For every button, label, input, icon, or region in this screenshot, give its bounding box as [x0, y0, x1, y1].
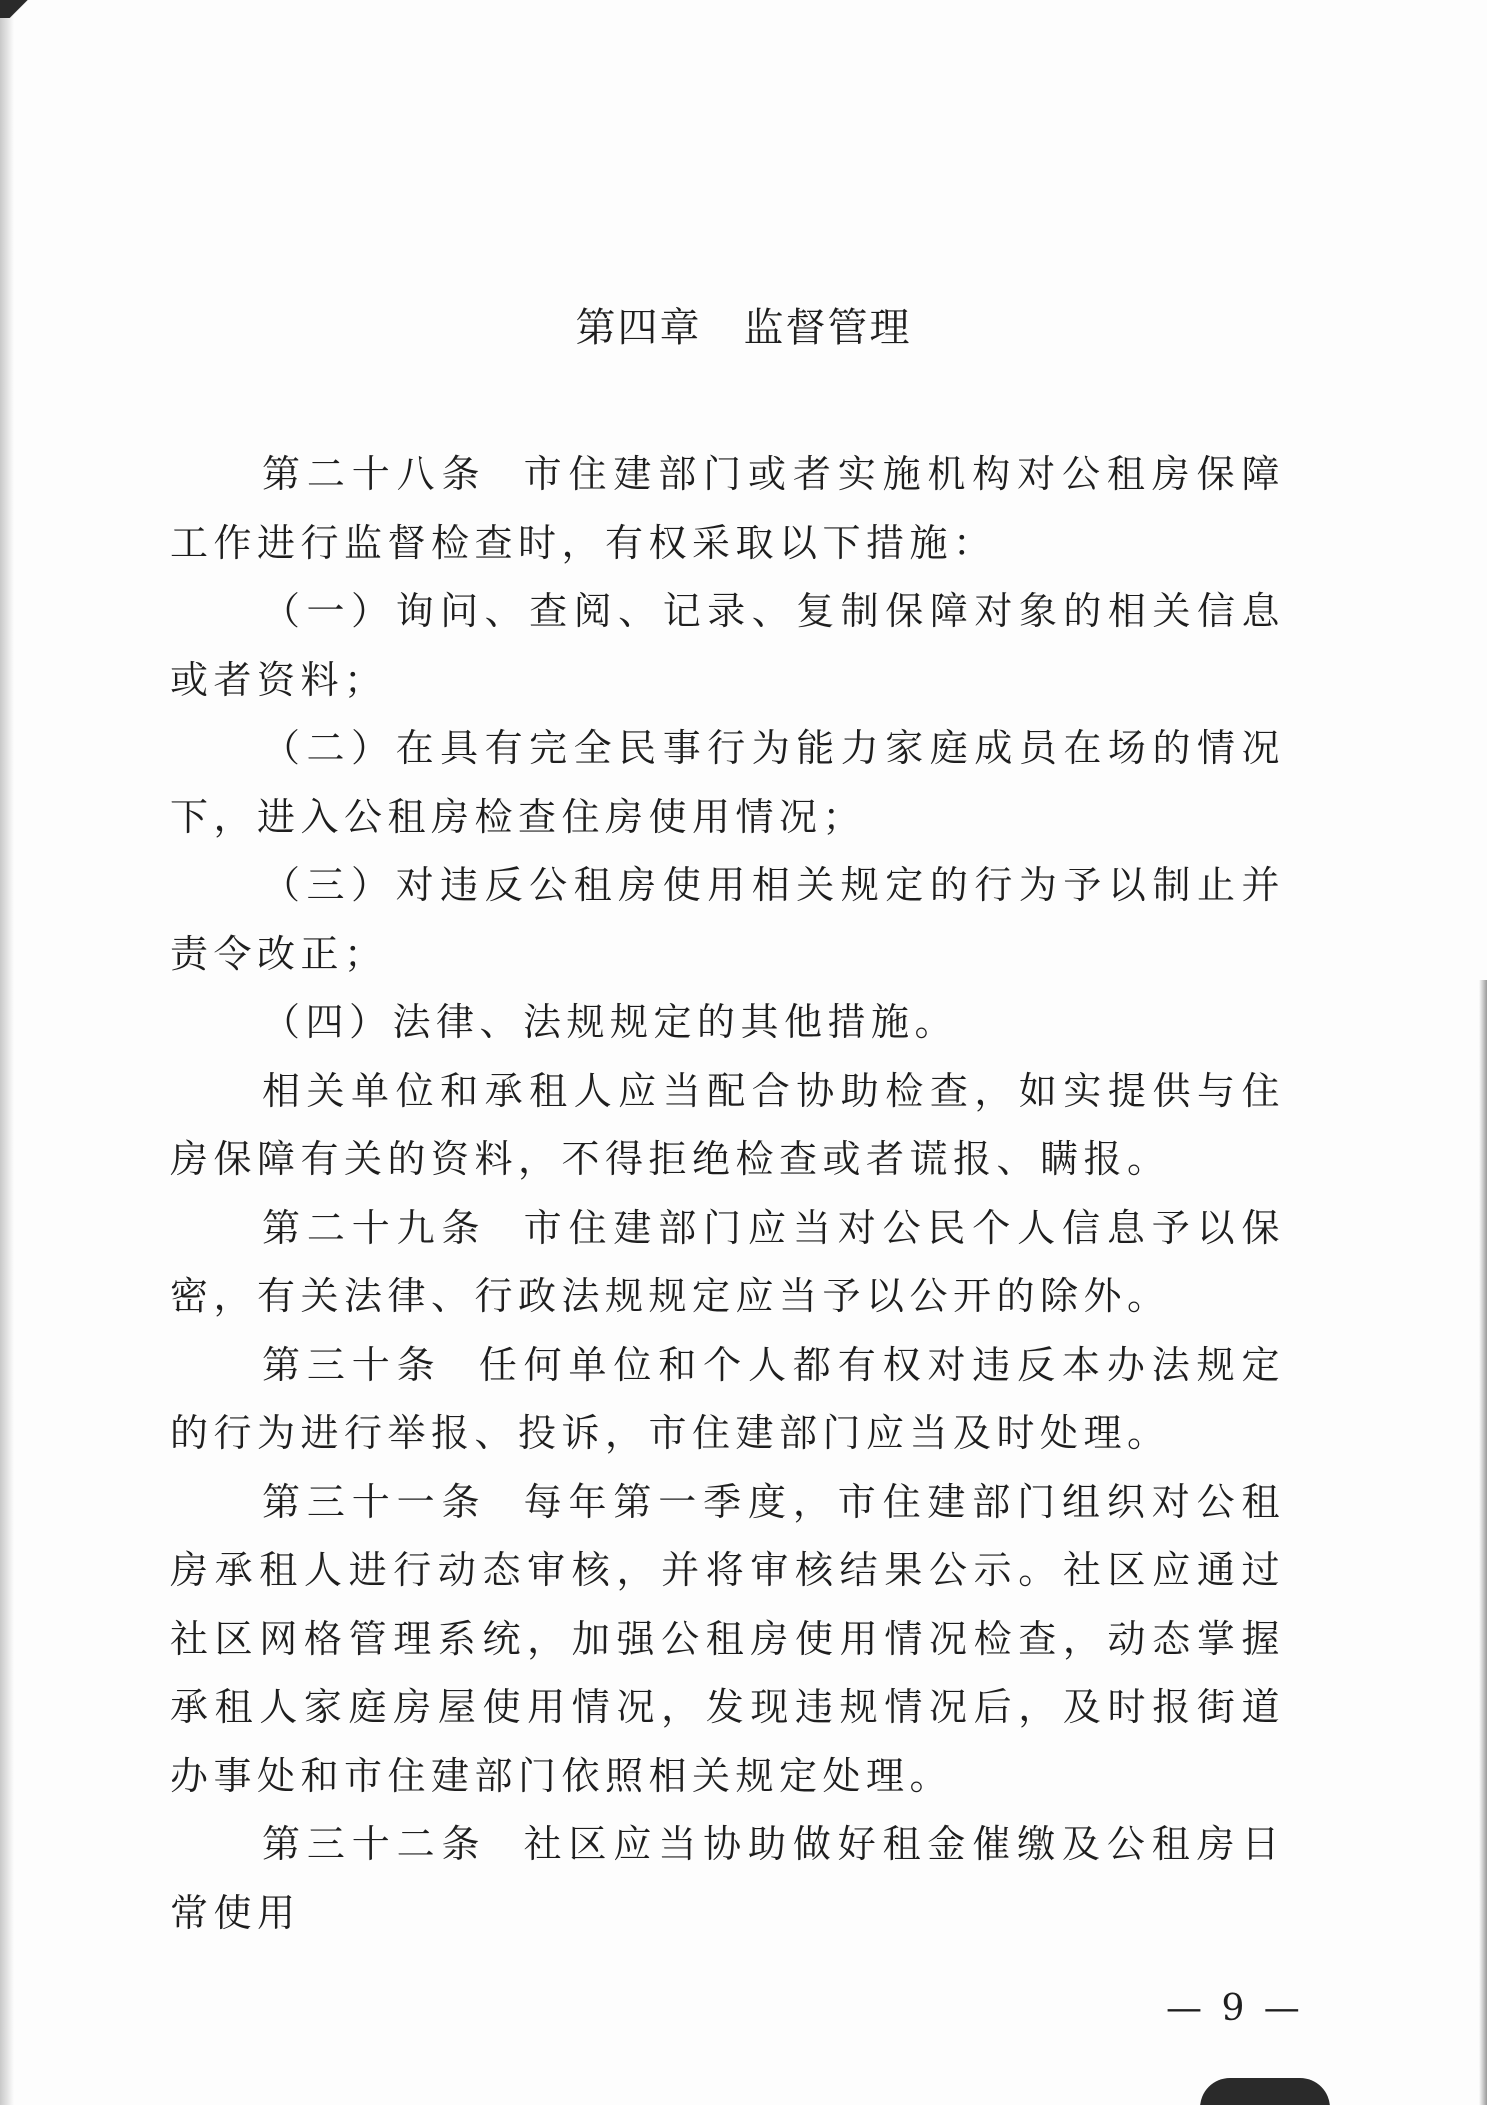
paragraph-text: （三）对违反公租房使用相关规定的行为予以制止并责令改正；	[170, 863, 1285, 976]
document-body	[170, 440, 1285, 1947]
paragraph	[170, 1810, 1285, 1947]
article-number: 第三十二条	[262, 1822, 487, 1866]
scan-corner-mark	[0, 0, 60, 18]
paragraph	[170, 1057, 1285, 1194]
article-number: 第二十八条	[262, 452, 487, 496]
paragraph	[170, 1468, 1285, 1811]
paragraph-text: 相关单位和承租人应当配合协助检查，如实提供与住房保障有关的资料，不得拒绝检查或者谎报、瞒报。	[170, 1068, 1285, 1181]
paragraph-text: 市住建部门应当对公民个人信息予以保密，有关法律、行政法规规定应当予以公开的除外。	[170, 1205, 1285, 1318]
paragraph-text: 每年第一季度，市住建部门组织对公租房承租人进行动态审核，并将审核结果公示。社区应通过社区网格管理系统，加强公租房使用情况检查，动态掌握承租人家庭房屋使用情况，发现违规情况后，及时报街道办事处和市住建部门依照相关规定处理。	[170, 1479, 1285, 1798]
paragraph	[170, 714, 1285, 851]
paragraph-text: （四）法律、法规规定的其他措施。	[262, 1000, 959, 1044]
article-number: 第二十九条	[262, 1205, 487, 1250]
paragraph-text: 社区应当协助做好租金催缴及公租房日常使用	[170, 1822, 1285, 1935]
paragraph	[170, 1194, 1285, 1331]
chapter-title: 第四章 监督管理	[575, 305, 912, 351]
paragraph-text: （一）询问、查阅、记录、复制保障对象的相关信息或者资料；	[170, 589, 1285, 702]
paragraph	[170, 577, 1285, 714]
paragraph	[170, 851, 1285, 988]
scan-bottom-mark	[1200, 2078, 1330, 2105]
paragraph-text: （二）在具有完全民事行为能力家庭成员在场的情况下，进入公租房检查住房使用情况；	[170, 726, 1285, 839]
article-number: 第三十一条	[262, 1479, 487, 1524]
article-number: 第三十条	[262, 1342, 442, 1387]
paragraph	[170, 1331, 1285, 1468]
scan-edge-right	[1479, 980, 1487, 2105]
paragraph	[170, 988, 1285, 1057]
paragraph	[170, 440, 1285, 577]
page-number: — 9 —	[1166, 1988, 1304, 2029]
paragraph-text: 任何单位和个人都有权对违反本办法规定的行为进行举报、投诉，市住建部门应当及时处理。	[170, 1342, 1285, 1455]
paragraph-text: 市住建部门或者实施机构对公租房保障工作进行监督检查时，有权采取以下措施：	[170, 452, 1285, 565]
